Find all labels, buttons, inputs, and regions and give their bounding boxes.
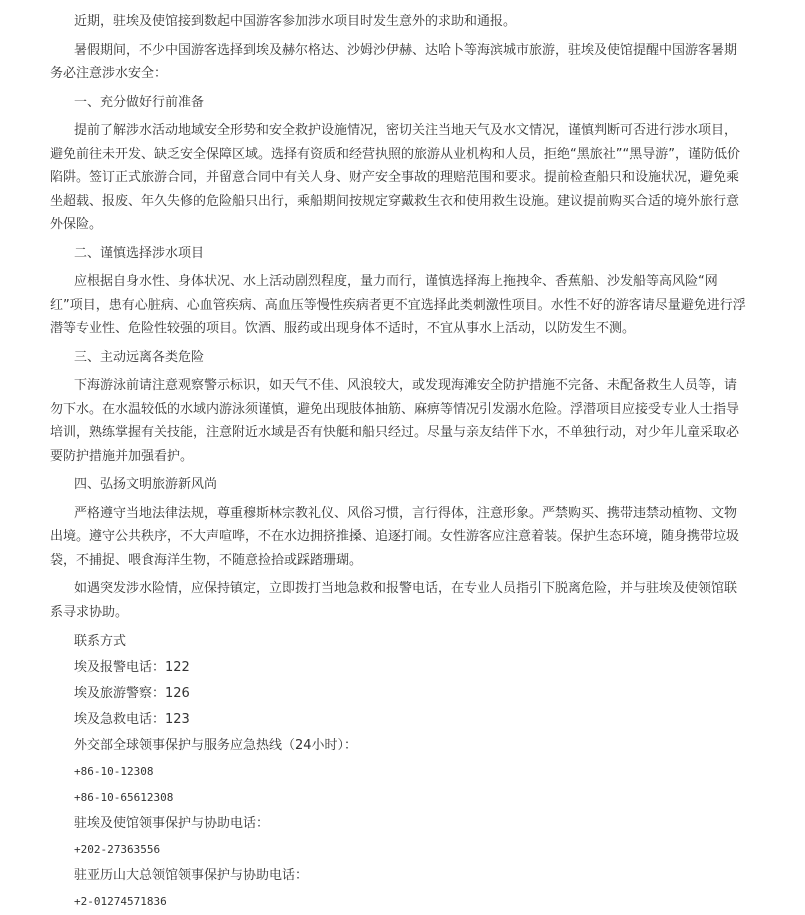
ambulance-phone: 埃及急救电话：123 (74, 712, 190, 727)
section-heading: 三、主动远离各类危险 (74, 349, 205, 365)
section-body: 提前了解涉水活动地域安全形势和安全救护设施情况，密切关注当地天气及水文情况，谨慎判断可否进行涉水项目，避免前往未开发、缺乏安全保障区域。选择有资质和经营执照的旅游从业机构和人员，拒绝“黑旅社”“黑导游”，谨防低价陷阱。签订正式旅游合同，并留意合同中有关人身、财产安全事故的理赔范围和要求。提前检查船只和设施状况，避免乘坐超载、报废、年久失修的危险船只出行，乘船期间按规定穿戴救生衣和使用救生设施。建议提前购买合适的境外旅行意外保险。 (50, 123, 740, 232)
section-body: 下海游泳前请注意观察警示标识，如天气不佳、风浪较大，或发现海滩安全防护措施不完备、未配备救生人员等，请勿下水。在水温较低的水域内游泳须谨慎，避免出现肢体抽筋、麻痹等情况引发溺水危险。浮潜项目应接受专业人士指导培训，熟练掌握有关技能，注意附近水域是否有快艇和船只经过。尽量与亲友结伴下水，不单独行动，对少年儿童采取必要防护措施并加强看护。 (50, 378, 740, 464)
mfa-hotline-label: 外交部全球领事保护与服务应急热线（24小时）： (74, 738, 358, 753)
mfa-hotline-number: +86-10-12308 (74, 765, 154, 778)
section-body: 应根据自身水性、身体状况、水上活动剧烈程度，量力而行，谨慎选择海上拖拽伞、香蕉船、沙发船等高风险“网红”项目，患有心脏病、心血管疾病、高血压等慢性疾病者更不宜选择此类刺激性项目。水性不好的游客请尽量避免进行浮潜等专业性、危险性较强的项目。饮酒、服药或出现身体不适时，不宜从事水上活动，以防发生不测。 (50, 274, 746, 336)
police-phone: 埃及报警电话：122 (74, 660, 190, 675)
embassy-phone-label: 驻埃及使馆领事保护与协助电话： (74, 816, 270, 831)
section-heading: 二、谨慎选择涉水项目 (74, 245, 205, 261)
embassy-phone-number: +202-27363556 (74, 843, 161, 856)
section-heading: 四、弘扬文明旅游新风尚 (74, 477, 218, 492)
closing-paragraph: 如遇突发涉水险情，应保持镇定，立即拨打当地急救和报警电话，在专业人员指引下脱离危险，并与驻埃及使领馆联系寻求协助。 (50, 581, 738, 620)
alexandria-phone-number: +2-01274571836 (74, 895, 167, 908)
contacts-title: 联系方式 (74, 634, 127, 649)
section-heading: 一、充分做好行前准备 (74, 94, 205, 110)
intro-paragraph: 近期，驻埃及使馆接到数起中国游客参加涉水项目时发生意外的求助和通报。 (74, 14, 517, 29)
section-body: 严格遵守当地法律法规，尊重穆斯林宗教礼仪、风俗习惯，言行得体，注意形象。严禁购买、携带违禁动植物、文物出境。遵守公共秩序，不大声喧哗，不在水边拥挤推搡、追逐打闹。女性游客应注意着装。保护生态环境，随身携带垃圾袋，不捕捉、喂食海洋生物，不随意捡拾或踩踏珊瑚。 (50, 505, 740, 568)
alexandria-phone-label: 驻亚历山大总领馆领事保护与协助电话： (74, 868, 309, 883)
mfa-hotline-number: +86-10-65612308 (74, 791, 174, 804)
tourist-police-phone: 埃及旅游警察：126 (74, 686, 190, 701)
intro-paragraph: 暑假期间，不少中国游客选择到埃及赫尔格达、沙姆沙伊赫、达哈卜等海滨城市旅游，驻埃及使馆提醒中国游客暑期务必注意涉水安全： (50, 42, 738, 81)
